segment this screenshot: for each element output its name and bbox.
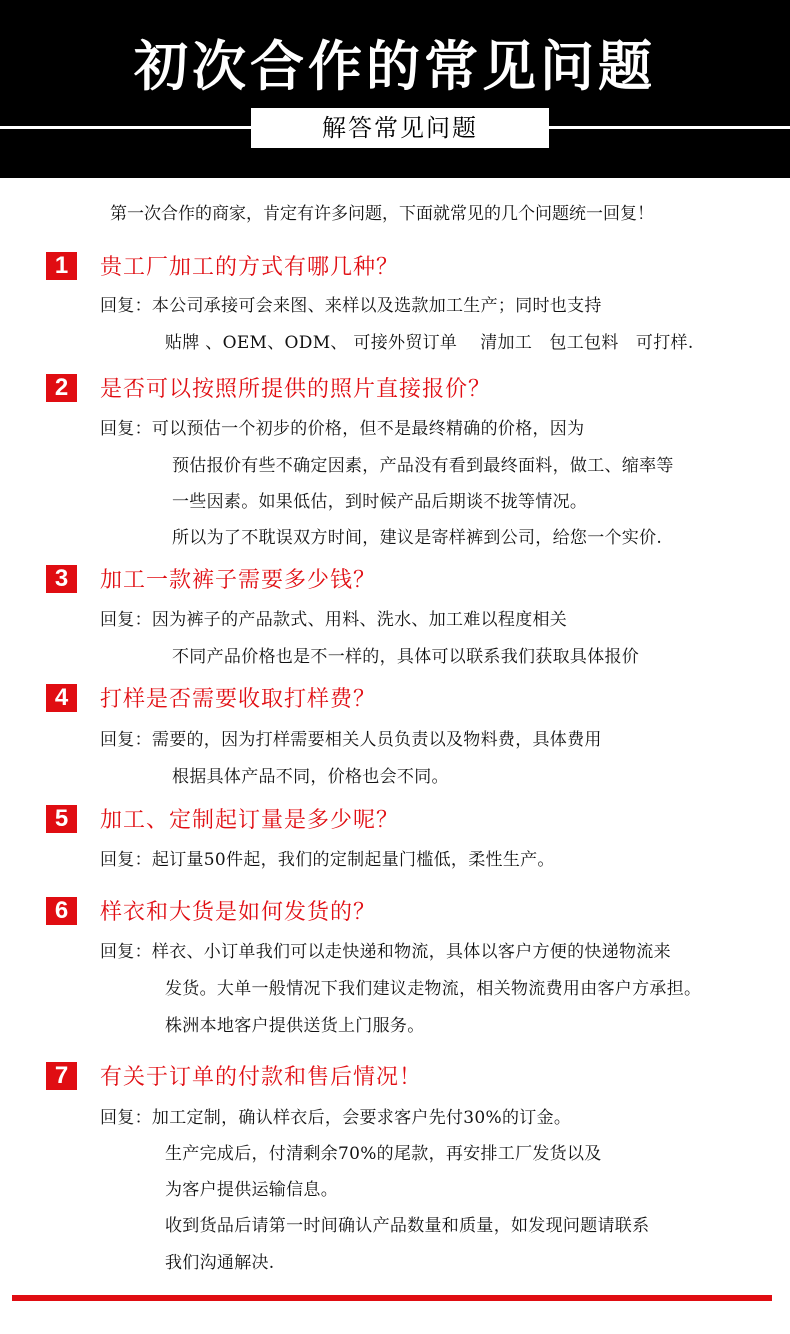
question-text: 加工、定制起订量是多少呢？ [100,808,400,833]
question-number-badge: 4 [46,684,77,712]
answer-line: 回复：因为裤子的产品款式、用料、洗水、加工难以程度相关 [100,610,568,630]
question-text: 样衣和大货是如何发货的？ [100,900,377,925]
answer-line: 回复：起订量50件起，我们的定制起量门槛低，柔性生产。 [100,850,555,870]
answer-line: 所以为了不耽误双方时间，建议是寄样裤到公司，给您一个实价. [172,528,663,548]
page-title: 初次合作的常见问题 [134,34,656,98]
bottom-divider [12,1295,772,1301]
answer-line: 预估报价有些不确定因素，产品没有看到最终面料，做工、缩率等 [172,456,674,476]
answer-line: 回复：可以预估一个初步的价格，但不是最终精确的价格，因为 [100,419,585,439]
answer-line: 株洲本地客户提供送货上门服务。 [165,1016,425,1036]
faq-question-1 [46,250,399,280]
question-number-badge: 1 [46,252,77,280]
faq-question-2 [46,372,491,402]
answer-line: 生产完成后，付清剩余70%的尾款，再安排工厂发货以及 [165,1144,602,1164]
answer-line: 我们沟通解决. [165,1253,275,1273]
answer-line: 不同产品价格也是不一样的，具体可以联系我们获取具体报价 [172,647,640,667]
answer-line: 回复：加工定制，确认样衣后，会要求客户先付30%的订金。 [100,1108,572,1128]
question-text: 贵工厂加工的方式有哪几种？ [100,255,400,280]
answer-line: 为客户提供运输信息。 [165,1180,338,1200]
question-text: 是否可以按照所提供的照片直接报价？ [100,377,492,402]
answer-line: 发货。大单一般情况下我们建议走物流，相关物流费用由客户方承担。 [165,979,702,999]
faq-question-6 [46,895,376,925]
question-number-badge: 7 [46,1062,77,1090]
intro-text: 第一次合作的商家，肯定有许多问题，下面就常见的几个问题统一回复！ [110,204,654,224]
question-text: 打样是否需要收取打样费？ [100,687,377,712]
answer-line: 回复：需要的，因为打样需要相关人员负责以及物料费，具体费用 [100,730,602,750]
question-number-badge: 2 [46,374,77,402]
faq-question-4 [46,682,376,712]
question-number-badge: 5 [46,805,77,833]
subtitle-rule-left [0,126,251,129]
question-number-badge: 3 [46,565,77,593]
header-banner [0,0,790,178]
faq-question-7 [46,1060,422,1090]
answer-line: 一些因素。如果低估，到时候产品后期谈不拢等情况。 [172,492,588,512]
answer-line: 回复：本公司承接可会来图、来样以及选款加工生产；同时也支持 [100,296,602,316]
faq-question-3 [46,563,376,593]
answer-line: 根据具体产品不同，价格也会不同。 [172,767,449,787]
answer-line: 回复：样衣、小订单我们可以走快递和物流，具体以客户方便的快递物流来 [100,942,671,962]
question-text: 有关于订单的付款和售后情况！ [100,1065,423,1090]
faq-question-5 [46,803,399,833]
question-text: 加工一款裤子需要多少钱？ [100,568,377,593]
page-subtitle: 解答常见问题 [251,108,549,148]
question-number-badge: 6 [46,897,77,925]
subtitle-rule-right [549,126,790,129]
answer-line: 收到货品后请第一时间确认产品数量和质量，如发现问题请联系 [165,1216,650,1236]
answer-line: 贴牌 、OEM、ODM、 可接外贸订单 清加工 包工包料 可打样. [165,333,694,353]
